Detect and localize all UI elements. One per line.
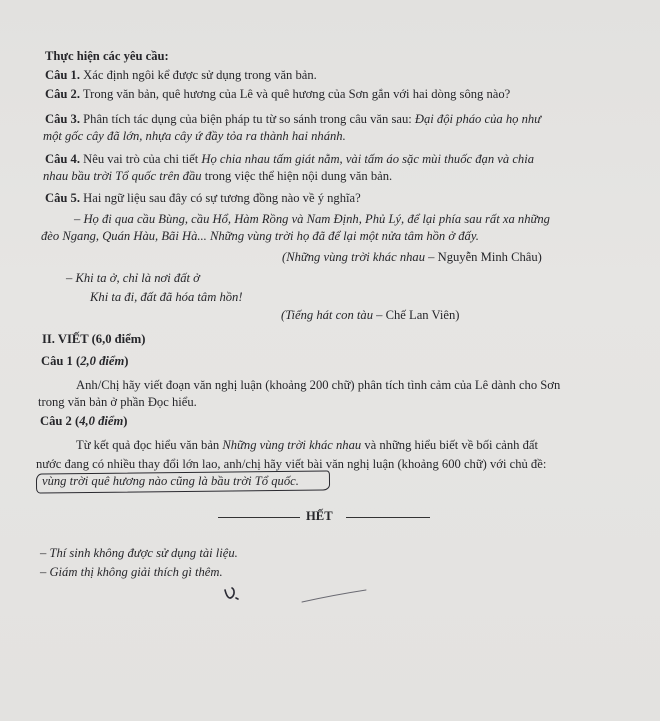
question-2-text: Trong văn bản, quê hương của Lê và quê hương của Sơn gắn với hai dòng sông nào? <box>80 87 511 101</box>
writing-question-2-close: ) <box>123 414 128 428</box>
excerpt-2-source <box>281 307 459 323</box>
question-5-label: Câu 5. <box>45 191 80 205</box>
question-3 <box>45 111 541 127</box>
section-2-title: II. VIẾT (6,0 điểm) <box>42 332 146 346</box>
writing-question-2-text-1c: và những hiểu biết về bối cảnh đất <box>361 438 538 452</box>
end-text: HẾT <box>306 509 333 523</box>
excerpt-2-source-author: – Chế Lan Viên) <box>373 308 460 322</box>
question-4-text-end: trong việc thể hiện nội dung văn bản. <box>201 169 393 183</box>
note-2: – Giám thị không giải thích gì thêm. <box>40 565 223 579</box>
handwritten-mark-icon <box>222 584 252 606</box>
question-1-text: Xác định ngôi kể được sử dụng trong văn bản. <box>80 68 317 82</box>
question-1-label: Câu 1. <box>45 68 80 82</box>
writing-question-1-text-1: Anh/Chị hãy viết đoạn văn nghị luận (khoảng 200 chữ) phân tích tình cảm của Lê dành cho Sơn <box>76 378 561 392</box>
excerpt-2-source-title: (Tiếng hát con tàu <box>281 308 373 322</box>
question-4 <box>45 151 534 167</box>
excerpt-1-line-2: đèo Ngang, Quán Hàu, Bãi Hà... Những vùng trời họ đã để lại một nửa tâm hồn ở đấy. <box>41 229 479 243</box>
pen-stroke-icon <box>300 588 370 606</box>
writing-question-1-close: ) <box>124 354 129 368</box>
writing-question-2-heading <box>40 413 127 429</box>
writing-question-2-text-1 <box>76 437 538 453</box>
question-3-label: Câu 3. <box>45 112 80 126</box>
section-heading: Thực hiện các yêu cầu: <box>45 49 169 63</box>
question-1 <box>45 67 317 83</box>
excerpt-1-source-author: – Nguyễn Minh Châu) <box>425 250 542 264</box>
poem-line-1: – Khi ta ở, chỉ là nơi đất ở <box>66 271 200 285</box>
question-3-text: Phân tích tác dụng của biện pháp tu từ so sánh trong câu văn sau: <box>80 112 415 126</box>
question-3-quote-end: một gốc cây đã lớn, nhựa cây ứ đầy tỏa ra thành hai nhánh. <box>43 129 346 143</box>
excerpt-1-source-title: (Những vùng trời khác nhau <box>282 250 426 264</box>
writing-question-1-heading <box>41 353 128 369</box>
question-4-cont <box>43 168 392 184</box>
poem-line-2: Khi ta đi, đất đã hóa tâm hồn! <box>90 290 243 304</box>
writing-question-2-text-1b: Những vùng trời khác nhau <box>222 438 362 452</box>
writing-question-2-points: 4,0 điểm <box>79 414 124 428</box>
writing-question-2-label: Câu 2 ( <box>40 414 80 428</box>
note-1: – Thí sinh không được sử dụng tài liệu. <box>40 546 238 560</box>
end-marker <box>218 508 430 526</box>
writing-question-2-topic: vùng trời quê hương nào cũng là bầu trời Tổ quốc. <box>42 474 299 488</box>
writing-question-1-points: 2,0 điểm <box>80 354 125 368</box>
question-5-text: Hai ngữ liệu sau đây có sự tương đồng nào về ý nghĩa? <box>80 191 361 205</box>
question-4-quote-start: Họ chia nhau tấm giát nằm, vài tấm áo sặc mùi thuốc đạn và chia <box>201 152 535 166</box>
question-2 <box>45 86 510 102</box>
writing-question-2-text-2: nước đang có nhiều thay đổi lớn lao, anh/chị hãy viết bài văn nghị luận (khoảng 600 chữ) với chủ đề: <box>36 457 547 471</box>
question-4-quote-end: nhau bầu trời Tổ quốc trên đầu <box>43 169 202 183</box>
excerpt-1-line-1: – Họ đi qua cầu Bùng, cầu Hổ, Hàm Rồng và Nam Định, Phủ Lý, để lại phía sau rất xa những <box>74 212 550 226</box>
question-3-quote-start: Đại đội pháo của họ như <box>414 112 542 126</box>
excerpt-1-source <box>282 249 542 265</box>
question-2-label: Câu 2. <box>45 87 80 101</box>
question-4-label: Câu 4. <box>45 152 80 166</box>
writing-question-1-text-2: trong văn bản ở phần Đọc hiểu. <box>38 395 197 409</box>
writing-question-2-text-1a: Từ kết quả đọc hiểu văn bản <box>76 438 223 452</box>
question-5 <box>45 190 361 206</box>
writing-question-1-label: Câu 1 ( <box>41 354 81 368</box>
end-line-left <box>218 517 300 518</box>
question-4-text: Nêu vai trò của chi tiết <box>80 152 202 166</box>
end-line-right <box>346 517 430 518</box>
